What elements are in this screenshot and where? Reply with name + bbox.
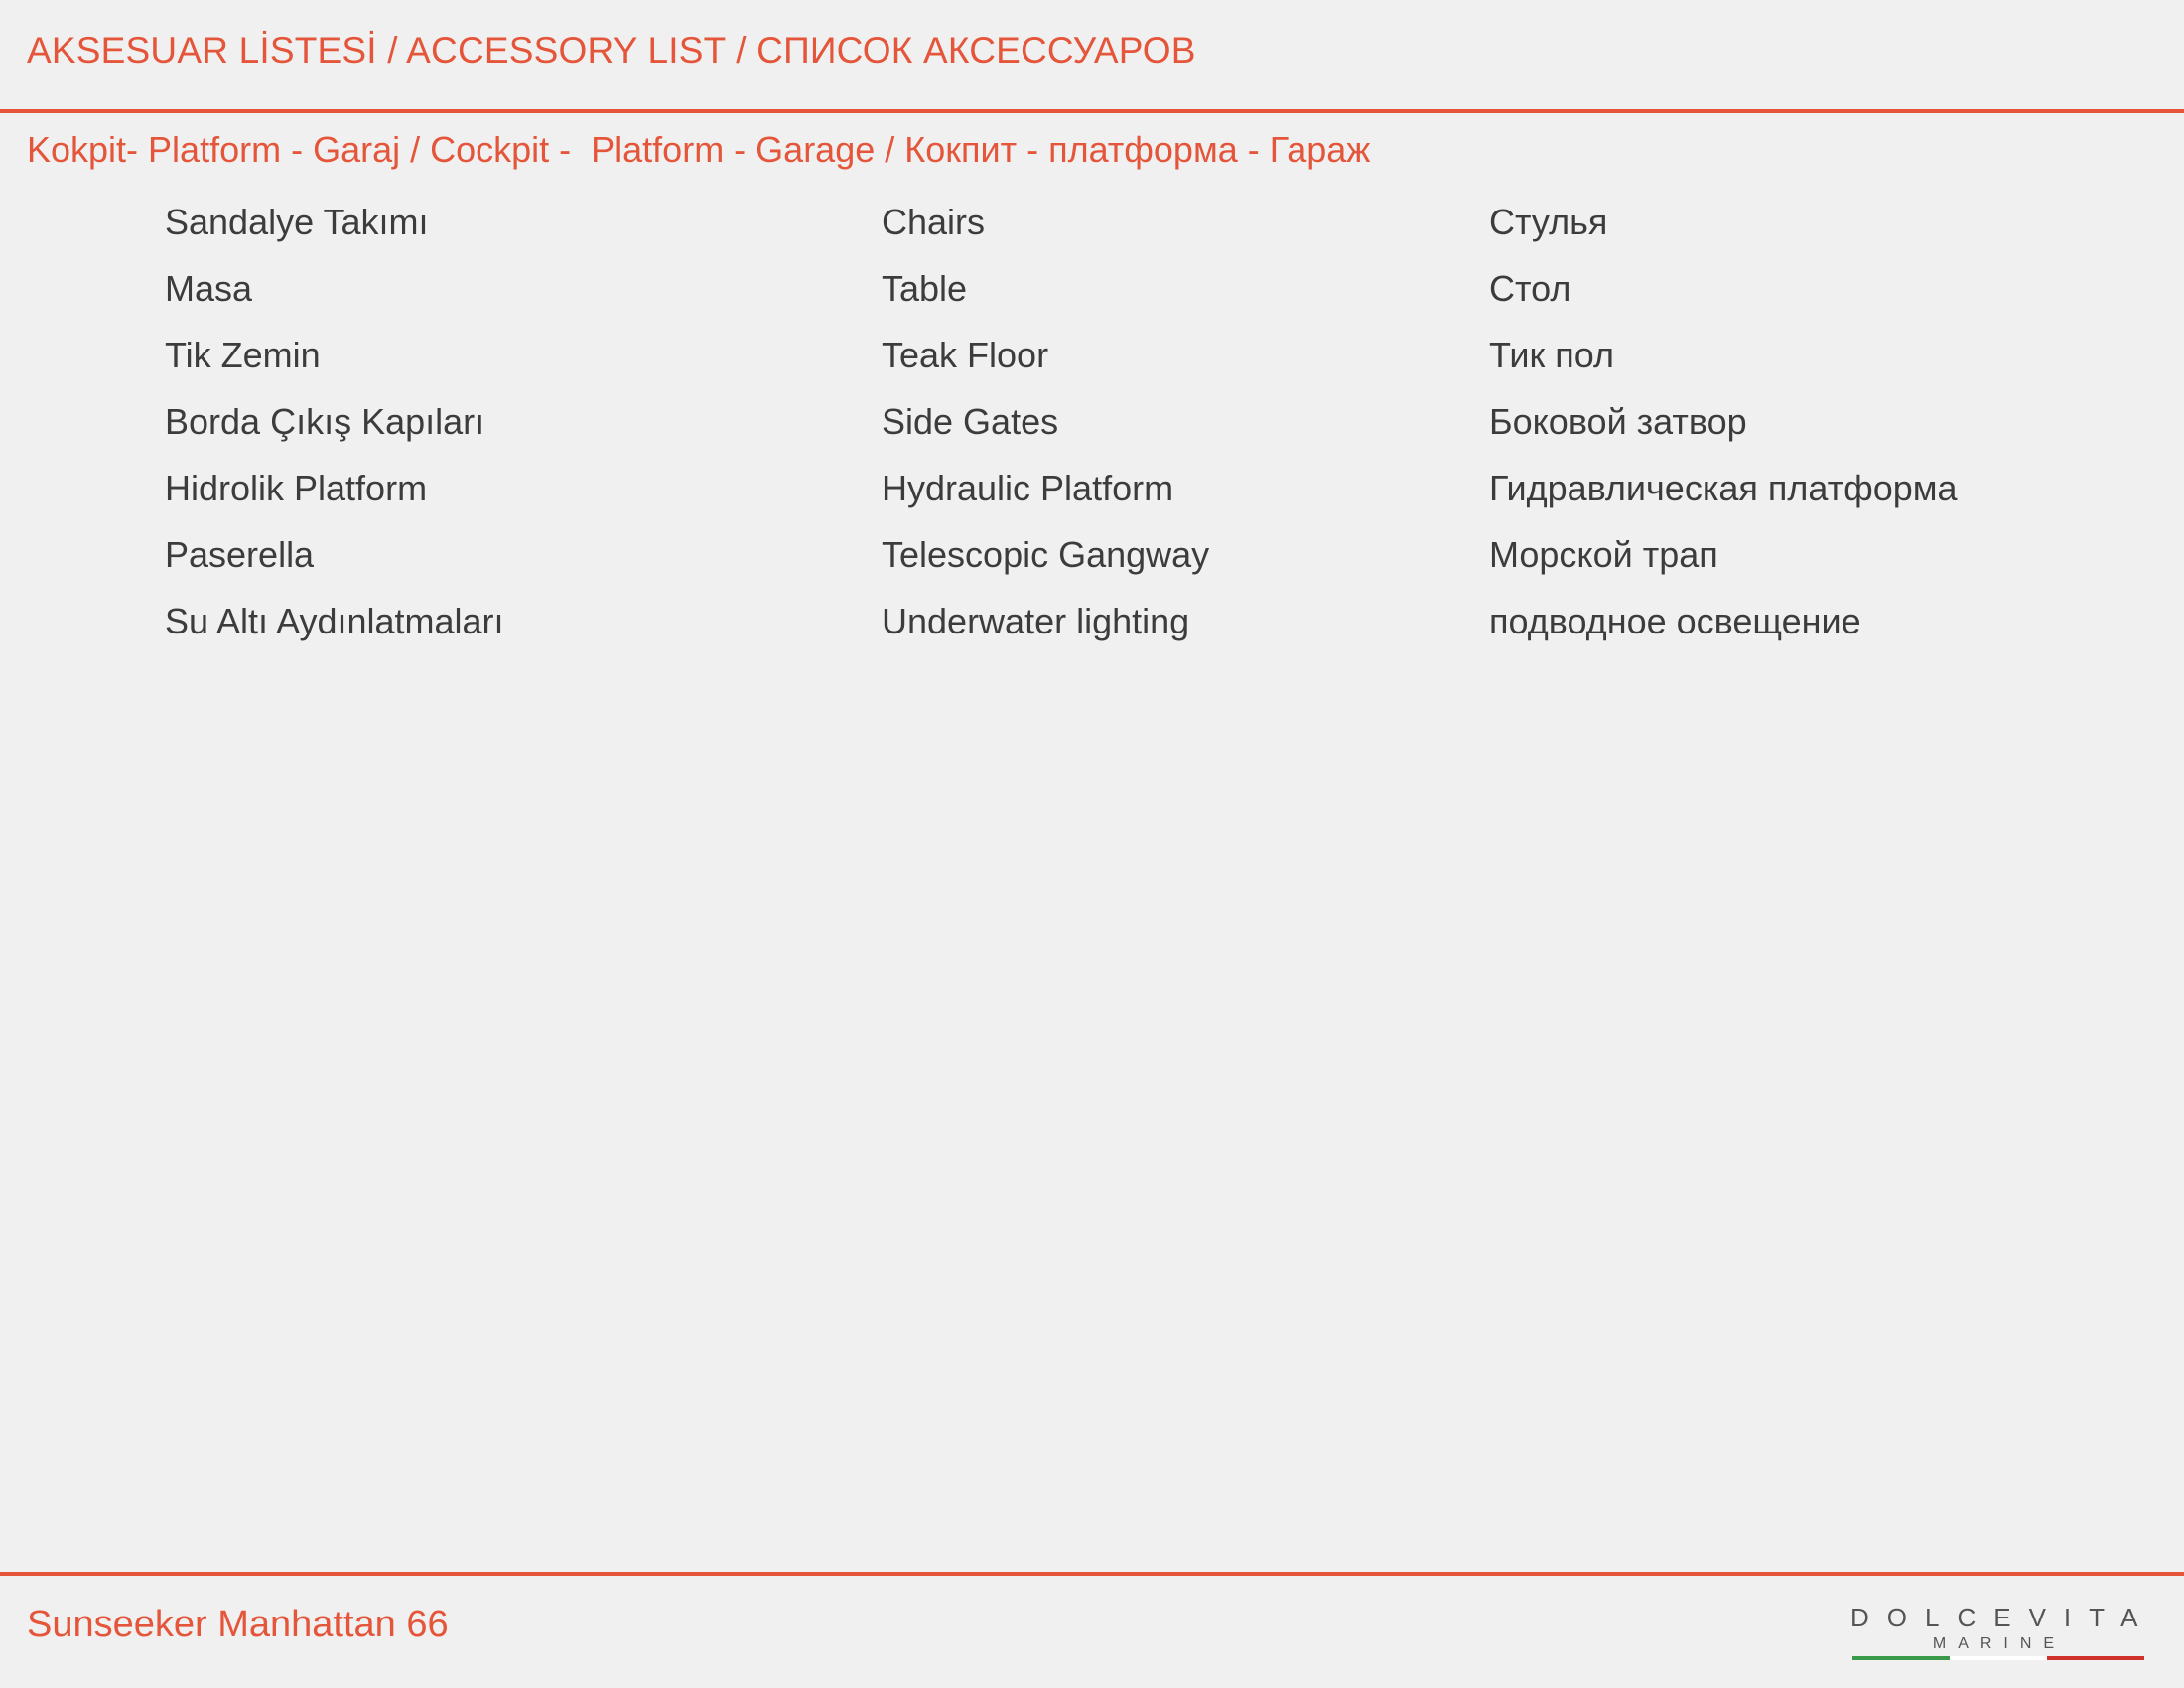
list-item xyxy=(0,398,2184,465)
model-name: Sunseeker Manhattan 66 xyxy=(27,1604,449,1645)
logo-wordmark: DOLCEVITA xyxy=(1850,1603,2156,1632)
item-russian: Стулья xyxy=(1489,202,1608,242)
item-turkish: Su Altı Aydınlatmaları xyxy=(165,601,504,641)
logo-subtitle: MARINE xyxy=(1932,1635,2067,1652)
item-russian: Гидравлическая платформа xyxy=(1489,468,1958,508)
item-russian: Морской трап xyxy=(1489,534,1718,575)
item-russian: Стол xyxy=(1489,268,1571,309)
list-item xyxy=(0,199,2184,265)
item-turkish: Hidrolik Platform xyxy=(165,468,428,508)
item-turkish: Sandalye Takımı xyxy=(165,202,429,242)
flag-red-segment xyxy=(2047,1656,2144,1660)
page-title: AKSESUAR LİSTESİ / ACCESSORY LIST / СПИСОК АКСЕССУАРОВ xyxy=(27,30,1196,70)
list-item xyxy=(0,531,2184,598)
list-item xyxy=(0,332,2184,398)
accessory-list xyxy=(0,199,2184,664)
flag-white-segment xyxy=(1950,1656,2047,1660)
section-title: Kokpit- Platform - Garaj / Cockpit - Platform - Garage / Кокпит - платформа - Гараж xyxy=(27,129,1371,170)
footer-divider xyxy=(0,1572,2184,1576)
header-divider xyxy=(0,109,2184,113)
item-russian: Тик пол xyxy=(1489,335,1614,375)
item-turkish: Paserella xyxy=(165,534,315,575)
item-english: Chairs xyxy=(882,202,986,242)
item-russian: Боковой затвор xyxy=(1489,401,1747,442)
flag-green-segment xyxy=(1852,1656,1950,1660)
item-english: Side Gates xyxy=(882,401,1059,442)
list-item xyxy=(0,465,2184,531)
item-turkish: Masa xyxy=(165,268,253,309)
list-item xyxy=(0,598,2184,664)
list-item xyxy=(0,265,2184,332)
item-english: Teak Floor xyxy=(882,335,1049,375)
item-english: Telescopic Gangway xyxy=(882,534,1210,575)
item-russian: подводное освещение xyxy=(1489,601,1861,641)
item-english: Table xyxy=(882,268,968,309)
item-turkish: Tik Zemin xyxy=(165,335,321,375)
dolcevita-marine-logo xyxy=(1850,1603,2156,1662)
logo-flag-stripe xyxy=(1852,1656,2144,1660)
item-english: Hydraulic Platform xyxy=(882,468,1174,508)
item-turkish: Borda Çıkış Kapıları xyxy=(165,401,485,442)
item-english: Underwater lighting xyxy=(882,601,1190,641)
